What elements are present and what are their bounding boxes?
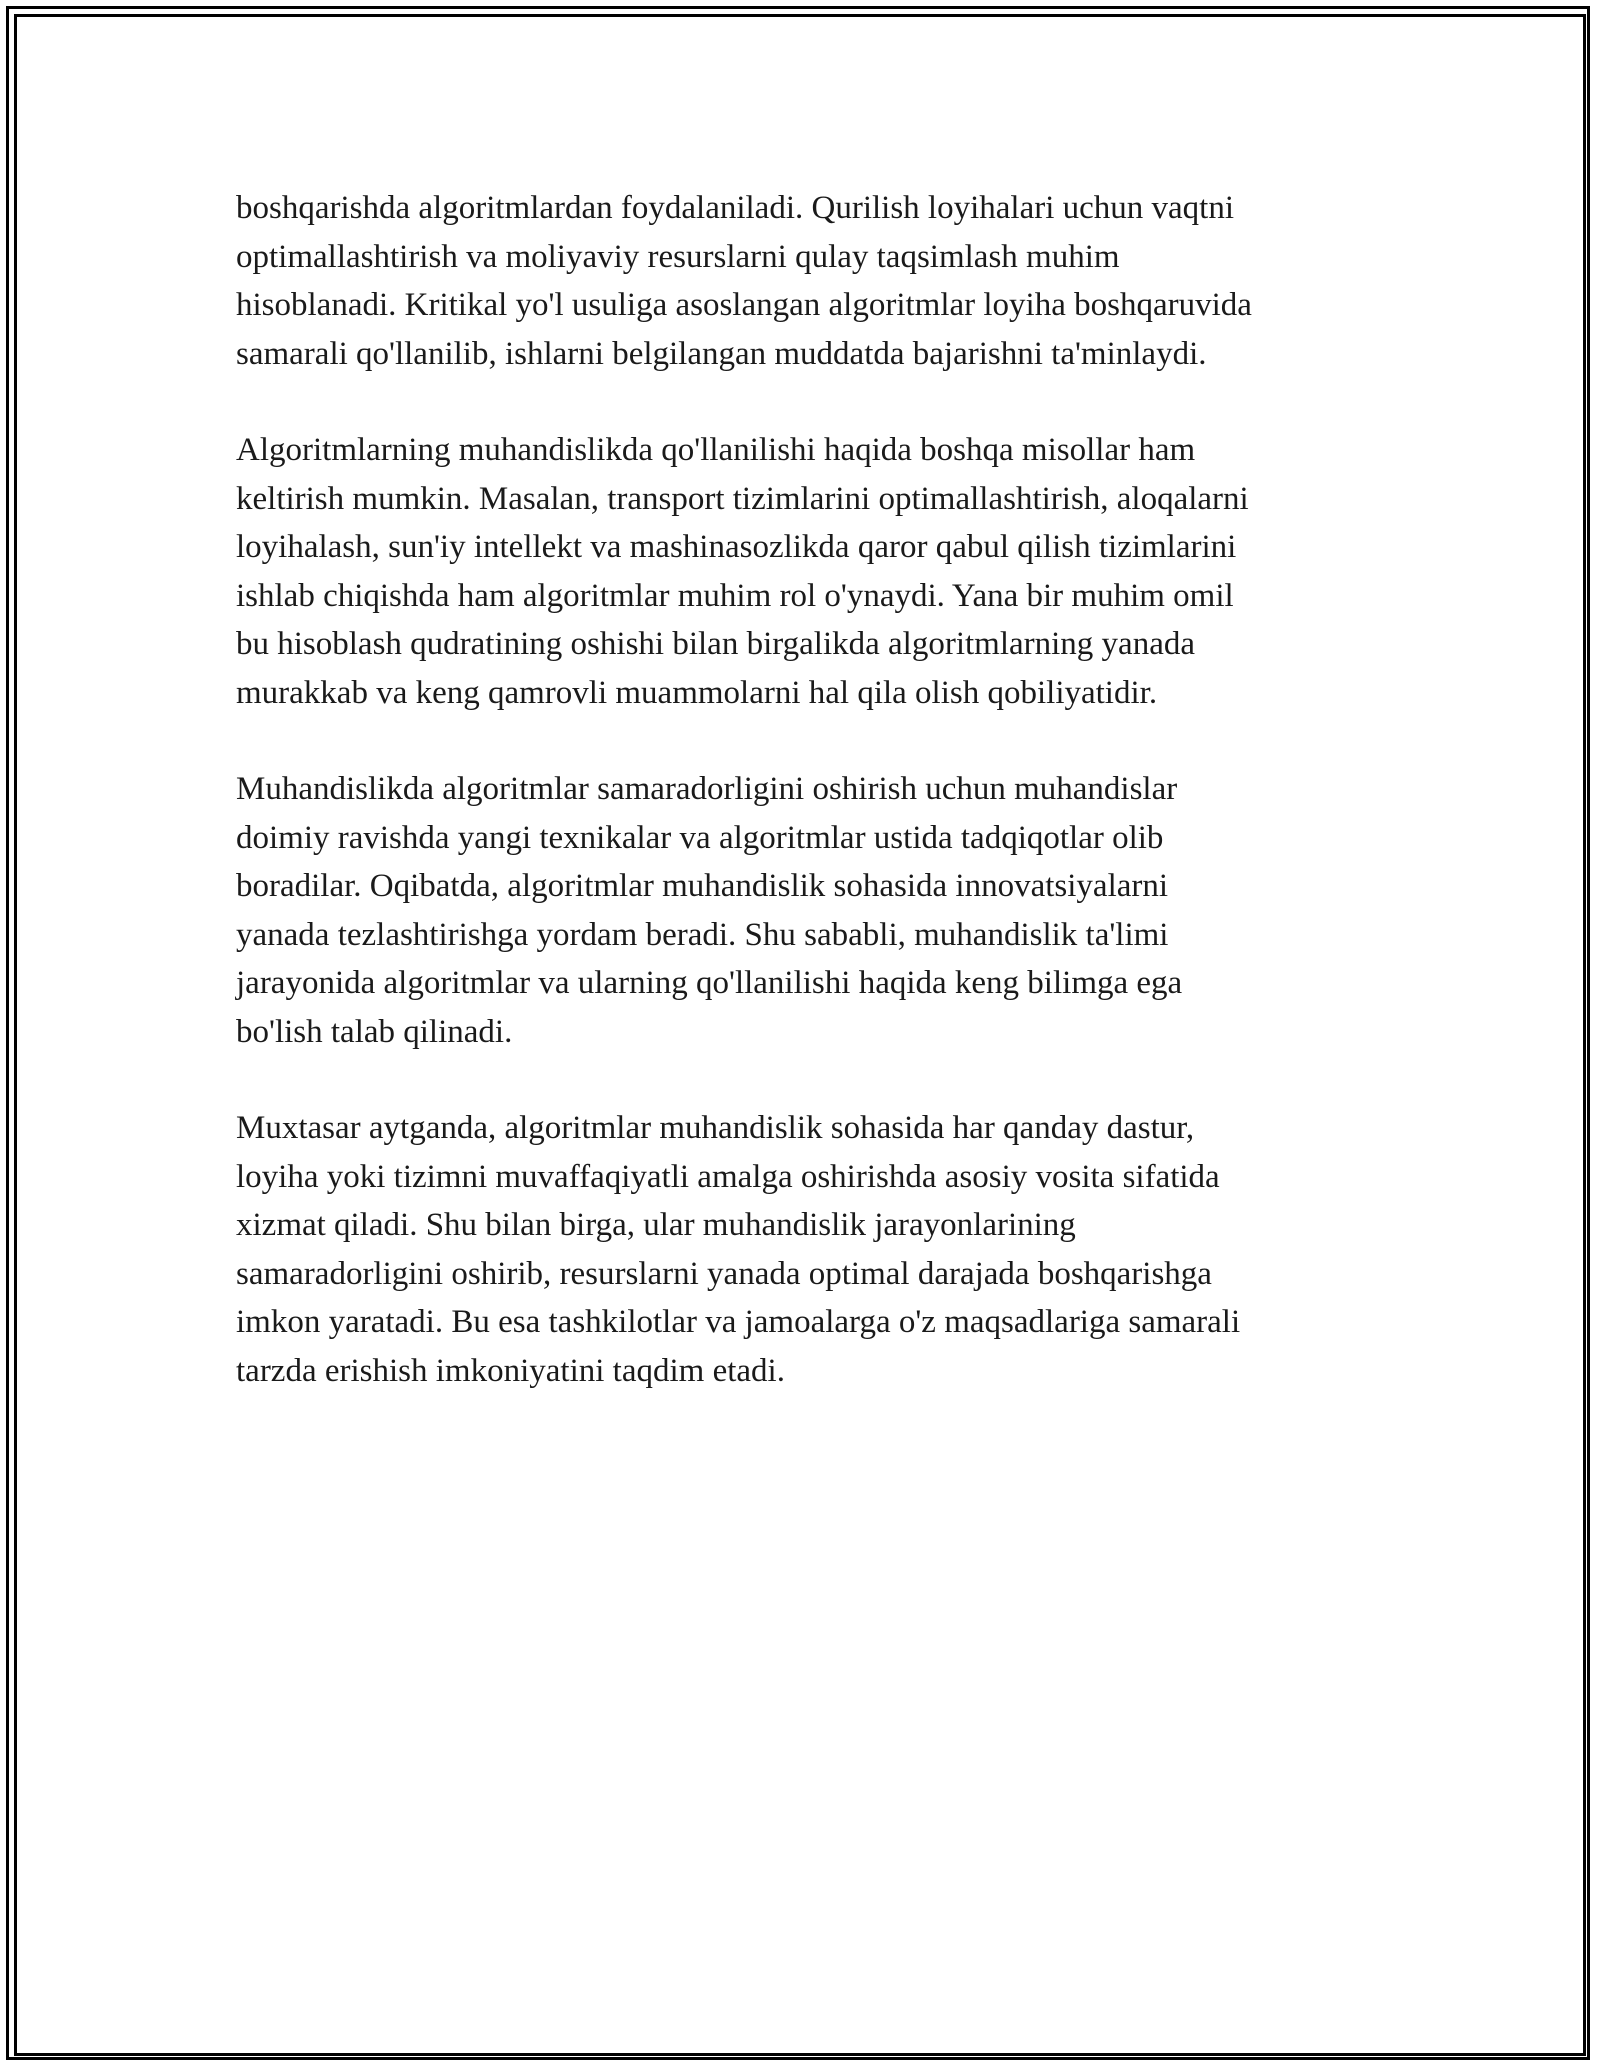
text-line: jarayonida algoritmlar va ularning qo'llanilishi haqida keng bilimga ega (236, 965, 1183, 1001)
text-line: tarzda erishish imkoniyatini taqdim etadi. (236, 1352, 785, 1389)
text-line: loyihalash, sun'iy intellekt va mashinasozlikda qaror qabul qilish tizimlarini (236, 529, 1237, 565)
text-line: bo'lish talab qilinadi. (236, 1013, 513, 1050)
text-line: yanada tezlashtirishga yordam beradi. Shu sababli, muhandislik ta'limi (236, 916, 1169, 953)
paragraph (236, 765, 1376, 1056)
text-line: Muhandislikda algoritmlar samaradorligini oshirish uchun muhandislar (236, 771, 1178, 807)
text-line: Algoritmlarning muhandislikda qo'llanilishi haqida boshqa misollar ham (236, 432, 1196, 468)
text-line: optimallashtirish va moliyaviy resurslarni qulay taqsimlash muhim (236, 238, 1120, 275)
text-line: boradilar. Oqibatda, algoritmlar muhandislik sohasida innovatsiyalarni (236, 868, 1169, 904)
text-line: Muxtasar aytganda, algoritmlar muhandislik sohasida har qanday dastur, (236, 1110, 1195, 1146)
text-line: bu hisoblash qudratining oshishi bilan birgalikda algoritmlarning yanada (236, 626, 1195, 662)
text-line: boshqarishda algoritmlardan foydalaniladi. Qurilish loyihalari uchun vaqtni (236, 190, 1235, 226)
document-body (236, 184, 1376, 1443)
text-line: samaradorligini oshirib, resurslarni yanada optimal darajada boshqarishga (236, 1255, 1212, 1292)
text-line: doimiy ravishda yangi texnikalar va algoritmlar ustida tadqiqotlar olib (236, 819, 1164, 856)
text-line: murakkab va keng qamrovli muammolarni hal qila olish qobiliyatidir. (236, 674, 1158, 711)
text-line: xizmat qiladi. Shu bilan birga, ular muhandislik jarayonlarining (236, 1207, 1076, 1243)
text-line: keltirish mumkin. Masalan, transport tizimlarini optimallashtirish, aloqalarni (236, 480, 1249, 517)
text-line: imkon yaratadi. Bu esa tashkilotlar va jamoalarga o'z maqsadlariga samarali (236, 1304, 1241, 1340)
text-line: ishlab chiqishda ham algoritmlar muhim rol o'ynaydi. Yana bir muhim omil (236, 577, 1234, 614)
text-line: hisoblanadi. Kritikal yo'l usuliga asoslangan algoritmlar loyiha boshqaruvida (236, 287, 1252, 323)
text-line: samarali qo'llanilib, ishlarni belgilangan muddatda bajarishni ta'minlaydi. (236, 335, 1207, 372)
paragraph (236, 426, 1376, 717)
text-line: loyiha yoki tizimni muvaffaqiyatli amalga oshirishda asosiy vosita sifatida (236, 1158, 1220, 1195)
paragraph (236, 1104, 1376, 1395)
paragraph (236, 184, 1376, 378)
